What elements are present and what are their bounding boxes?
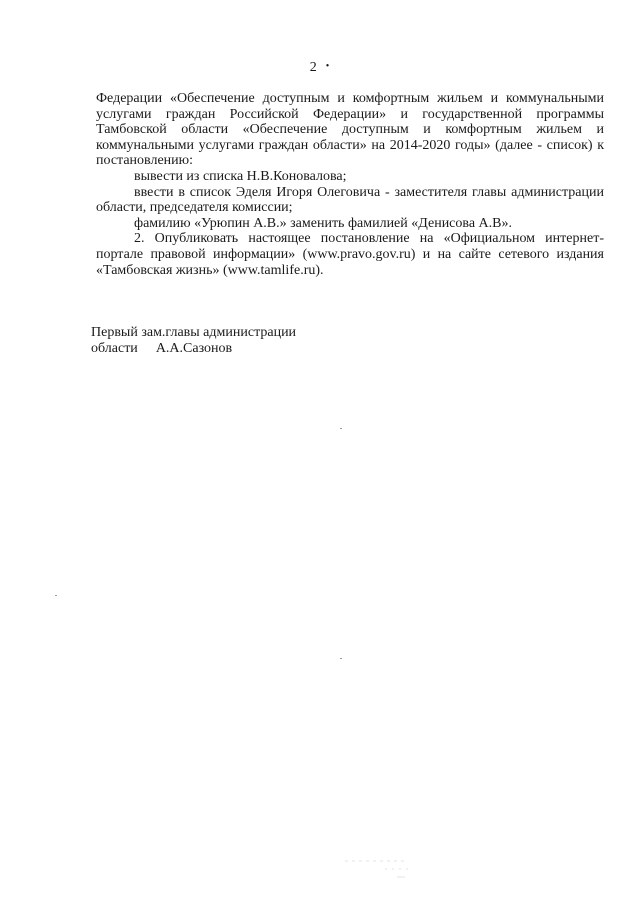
signature-name: А.А.Сазонов [155, 340, 233, 356]
scan-speck [340, 658, 342, 659]
paragraph-intro: Федерации «Обеспечение доступным и комфортным жильем и коммунальными услугами граждан Российской Федерации» и государственной программы Тамбовской области «Обеспечение доступным и комфортным жильем и коммунальными услугами граждан области» на 2014-2020 годы» (далее - список) к постановлению: [96, 91, 604, 169]
paragraph-add: ввести в список Эделя Игоря Олеговича - заместителя главы администрации области, председателя комиссии; [96, 184, 604, 216]
paragraph-publish: 2. Опубликовать настоящее постановление на «Официальном интернет-портале правовой информации» (www.pravo.gov.ru) и на сайте сетевого издания «Тамбовская жизнь» (www.tamlife.ru). [96, 231, 604, 278]
signature-title: Первый зам.главы администрации [91, 325, 297, 340]
signature-block [91, 325, 296, 356]
document-body [96, 91, 604, 278]
faint-stamp-mark [345, 857, 415, 881]
paragraph-remove: вывести из списка Н.В.Коновалова; [134, 168, 347, 184]
scan-speck [55, 595, 57, 596]
paragraph-replace: фамилию «Урюпин А.В.» заменить фамилией «Денисова А.В». [134, 215, 512, 231]
signature-line [91, 341, 296, 357]
signature-org: области [91, 340, 138, 356]
page-number [0, 60, 640, 76]
page-number-dot: • [325, 61, 331, 72]
page-number-value: 2 [309, 60, 318, 75]
scan-speck [340, 428, 342, 429]
